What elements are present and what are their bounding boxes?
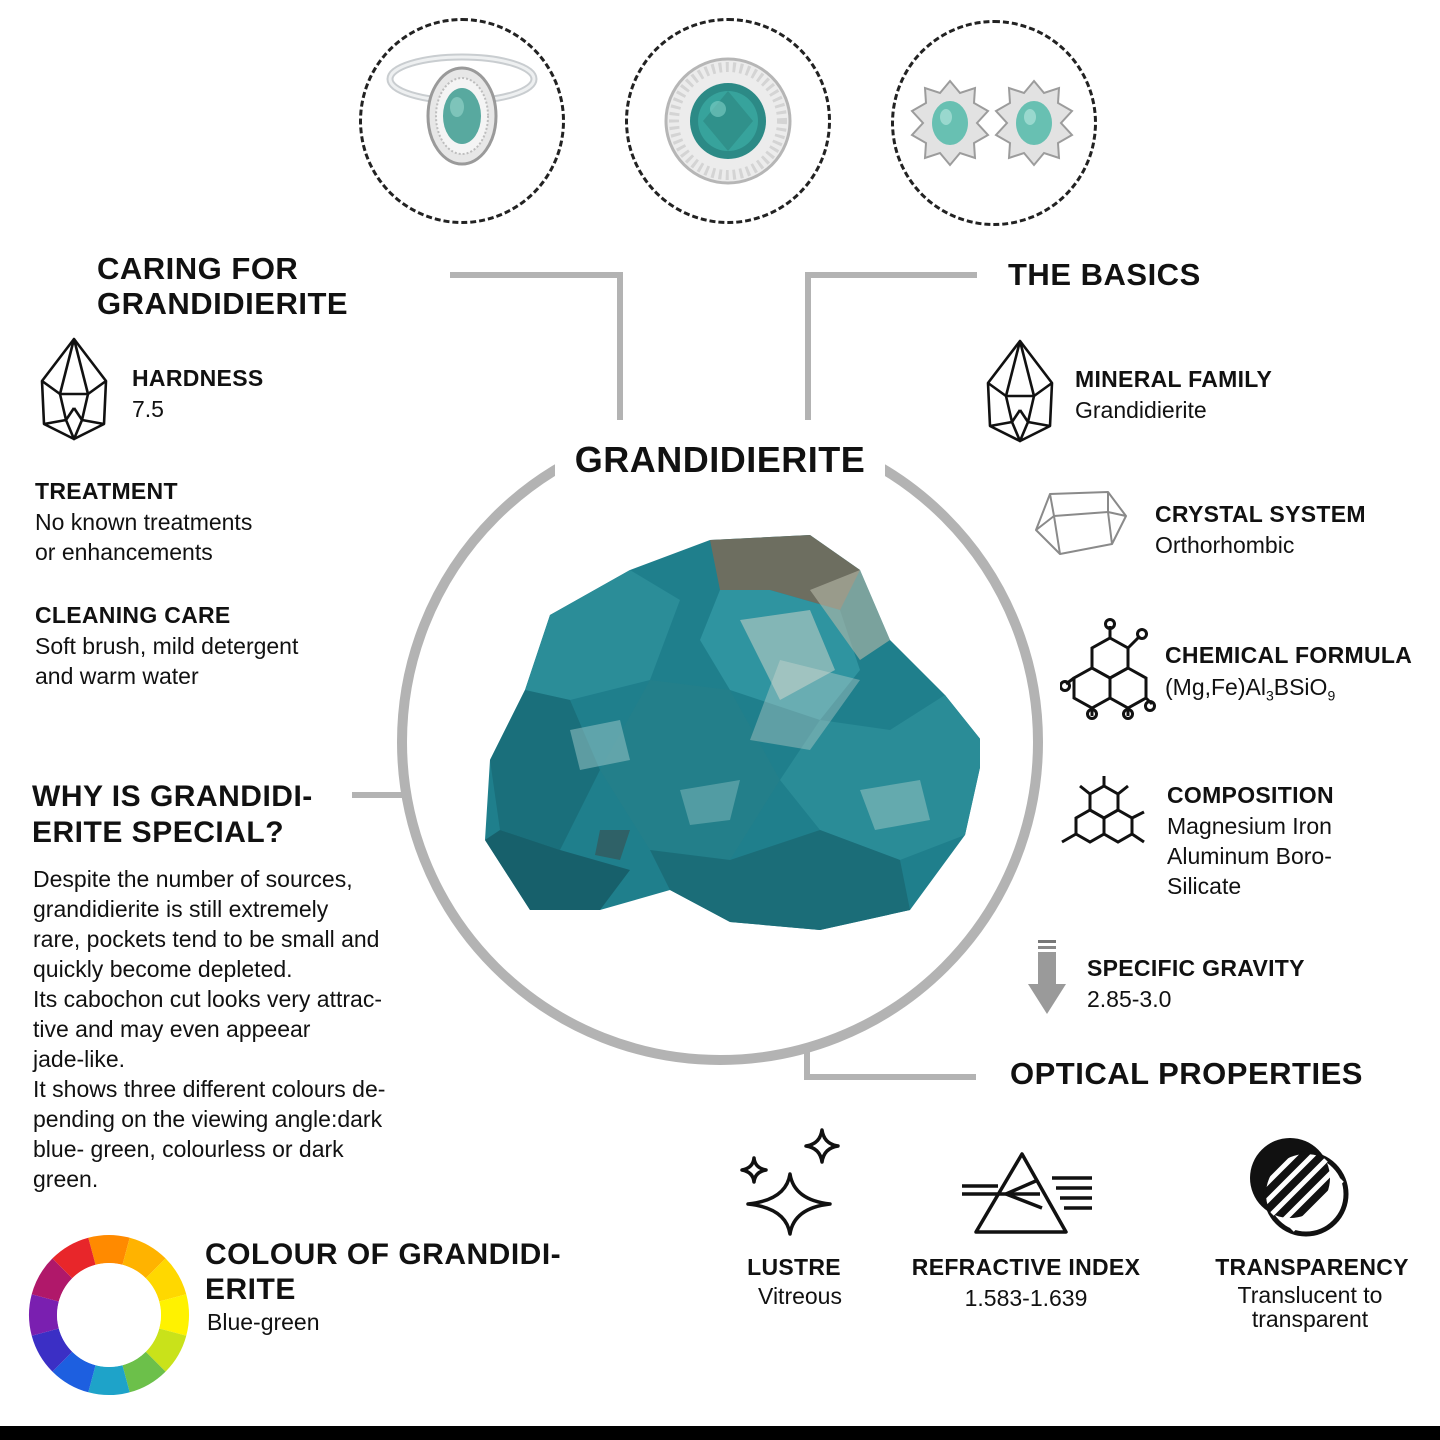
pendant-icon (628, 21, 828, 221)
colour-value: Blue-green (207, 1309, 320, 1335)
pendant-thumbnail (625, 18, 831, 224)
down-arrow-icon (1026, 940, 1068, 1016)
hardness-label: HARDNESS (132, 365, 264, 391)
prism-crystal-icon (1030, 486, 1130, 566)
treatment-value: No known treatments or enhancements (35, 509, 253, 565)
mineral-family-label: MINERAL FAMILY (1075, 366, 1273, 392)
hexagon-molecule-icon (1056, 772, 1152, 860)
treatment-label: TREATMENT (35, 478, 178, 504)
transparency-icon (1246, 1134, 1350, 1238)
lustre-label: LUSTRE (747, 1254, 841, 1280)
crystal-gem-icon (982, 338, 1058, 444)
refractive-index-value: 1.583-1.639 (964, 1285, 1088, 1311)
earrings-thumbnail (891, 20, 1097, 226)
connector-line (450, 272, 623, 278)
chemical-formula-label: CHEMICAL FORMULA (1165, 642, 1413, 668)
special-title: WHY IS GRANDIDI- ERITE SPECIAL? (32, 780, 313, 849)
molecule-icon (1060, 618, 1156, 720)
connector-line (805, 272, 811, 424)
ring-icon (362, 21, 562, 221)
sparkle-icon (734, 1128, 846, 1240)
cleaning-value: Soft brush, mild detergent and warm water (35, 633, 299, 689)
cleaning-label: CLEANING CARE (35, 602, 231, 628)
colour-wheel-segment (88, 1365, 129, 1395)
gem-stone-image (480, 530, 980, 950)
transparency-label: TRANSPARENCY (1215, 1254, 1409, 1280)
prism-icon (960, 1150, 1094, 1236)
ring-thumbnail (359, 18, 565, 224)
transparency-value: Translucent to transparent (1237, 1282, 1383, 1332)
formula-part: (Mg,Fe)Al (1165, 674, 1266, 700)
composition-value: Magnesium Iron Aluminum Boro- Silicate (1167, 813, 1332, 899)
specific-gravity-value: 2.85-3.0 (1087, 986, 1172, 1012)
formula-part: BSiO (1273, 674, 1328, 700)
colour-wheel-icon (28, 1234, 190, 1396)
mineral-family-value: Grandidierite (1075, 397, 1207, 423)
specific-gravity-label: SPECIFIC GRAVITY (1087, 955, 1305, 981)
colour-wheel-segment (88, 1235, 129, 1265)
colour-wheel-segment (159, 1294, 189, 1335)
caring-title: CARING FOR GRANDIDIERITE (97, 251, 349, 321)
connector-line (805, 272, 977, 278)
hardness-value: 7.5 (132, 396, 164, 422)
colour-wheel-segment (29, 1294, 59, 1335)
lustre-value: Vitreous (758, 1283, 842, 1309)
crystal-system-label: CRYSTAL SYSTEM (1155, 501, 1366, 527)
earrings-icon (894, 23, 1094, 223)
refractive-index-label: REFRACTIVE INDEX (911, 1254, 1141, 1280)
bottom-bar (0, 1426, 1440, 1440)
crystal-system-value: Orthorhombic (1155, 532, 1295, 558)
crystal-gem-icon (36, 336, 112, 442)
basics-title: THE BASICS (1008, 257, 1201, 292)
composition-label: COMPOSITION (1167, 782, 1334, 808)
chemical-formula-value (1165, 672, 1335, 711)
colour-title: COLOUR OF GRANDIDI- ERITE (205, 1238, 562, 1306)
optical-title: OPTICAL PROPERTIES (1010, 1056, 1363, 1091)
special-text: Despite the number of sources, grandidierite is still extremely rare, pockets tend to be small and quickly become depleted. Its cabochon cut looks very attrac- tive and may even appeear jade-like. It shows three different colours de- pending on the viewing angle:dark blue- green, colourless or dark green. (33, 866, 386, 1192)
formula-subscript: 9 (1327, 687, 1336, 704)
formula-subscript: 3 (1265, 687, 1274, 704)
center-title: GRANDIDIERITE (574, 439, 866, 480)
connector-line (617, 272, 623, 424)
